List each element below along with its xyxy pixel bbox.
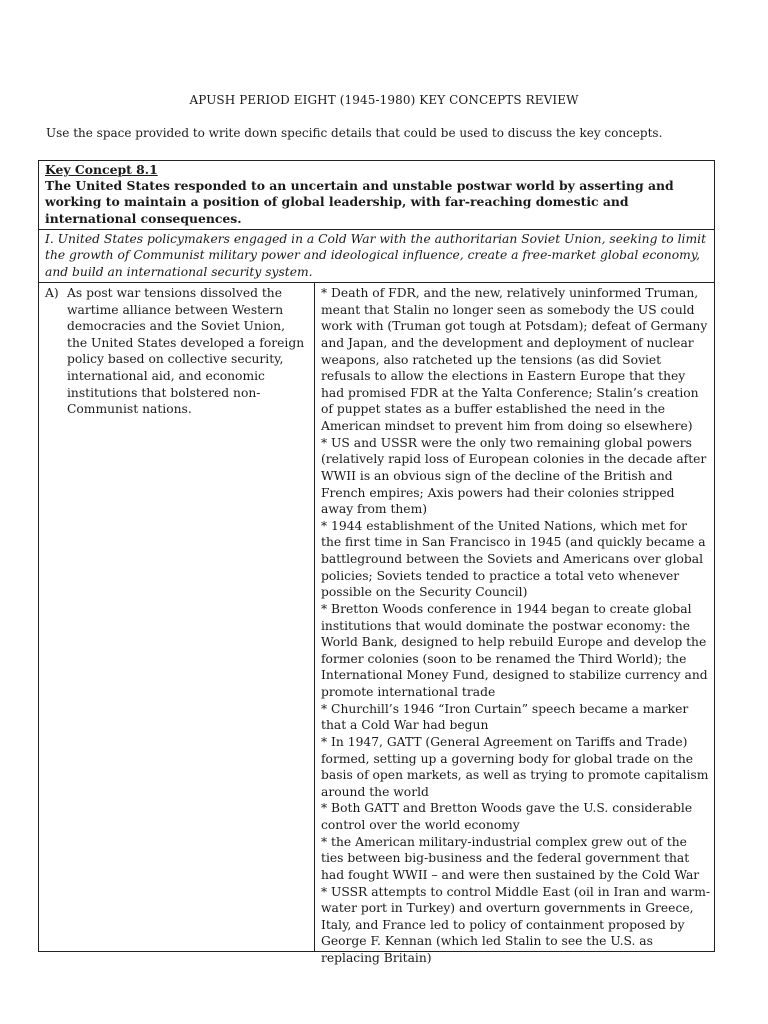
- detail-entry: * Bretton Woods conference in 1944 began to create global institutions that would dominate the postwar economy: the World Bank, designed to help rebuild Europe and develop the former colonies (soon to be renamed the Third World); the International Money Fund, designed to stabilize currency and promote international trade: [321, 601, 708, 700]
- key-concept-table: [38, 160, 715, 966]
- details-cell[interactable]: [315, 283, 714, 966]
- concept-detail-row: [39, 283, 714, 966]
- detail-entry: * US and USSR were the only two remaining global powers (relatively rapid loss of European colonies in the decade after WWII is an obvious sign of the decline of the British and French empires; Axis powers had their colonies stripped away from them): [321, 435, 707, 517]
- detail-entry: * 1944 establishment of the United Nations, which met for the first time in San Francisco in 1945 (and quickly became a battleground between the Soviets and Americans over global policies; Soviets tended to practice a total veto whenever possible on the Security Council): [321, 518, 706, 600]
- detail-entry: * Churchill’s 1946 “Iron Curtain” speech became a marker that a Cold War had begun: [321, 701, 689, 733]
- detail-entry: * USSR attempts to control Middle East (oil in Iran and warm-water port in Turkey) and overturn governments in Greece, Italy, and France led to policy of containment proposed by George F. Kennan (which led Stalin to see the U.S. as replacing Britain): [321, 884, 711, 966]
- item-text: As post war tensions dissolved the wartime alliance between Western democracies and the Soviet Union, the United States developed a foreign policy based on collective security, international aid, and economic institutions that bolstered non-Communist nations.: [67, 286, 305, 417]
- subconcept-row: [39, 230, 714, 283]
- key-concept-header: [39, 161, 714, 230]
- subconcept-text: I. United States policymakers engaged in a Cold War with the authoritarian Soviet Union, seeking to limit the growth of Communist military power and ideological influence, create a free-market global economy, and build an international security system.: [45, 231, 707, 279]
- instructions-text: Use the space provided to write down specific details that could be used to discuss the key concepts.: [46, 126, 663, 140]
- page-title: APUSH PERIOD EIGHT (1945-1980) KEY CONCEPTS REVIEW: [189, 93, 579, 107]
- detail-entry: * Both GATT and Bretton Woods gave the U.S. considerable control over the world economy: [321, 801, 693, 833]
- detail-entry: * In 1947, GATT (General Agreement on Tariffs and Trade) formed, setting up a governing body for global trade on the basis of open markets, as well as trying to promote capitalism around the world: [321, 734, 709, 799]
- item-letter: A): [45, 286, 59, 301]
- detail-entry: * the American military-industrial complex grew out of the ties between big-business and the federal government that had fought WWII – and were then sustained by the Cold War: [321, 834, 700, 882]
- key-concept-statement: The United States responded to an uncertain and unstable postwar world by asserting and working to maintain a position of global leadership, with far-reaching domestic and international consequences.: [45, 178, 674, 226]
- key-concept-label: Key Concept 8.1: [45, 162, 158, 177]
- concept-item-cell: [39, 283, 315, 951]
- detail-entry: * Death of FDR, and the new, relatively uninformed Truman, meant that Stalin no longer seen as somebody the US could work with (Truman got tough at Potsdam); defeat of Germany and Japan, and the development and deployment of nuclear weapons, also ratcheted up the tensions (as did Soviet refusals to allow the elections in Eastern Europe that they had promised FDR at the Yalta Conference; Stalin’s creation of puppet states as a buffer established the need in the American mindset to prevent him from doing so elsewhere): [321, 286, 708, 434]
